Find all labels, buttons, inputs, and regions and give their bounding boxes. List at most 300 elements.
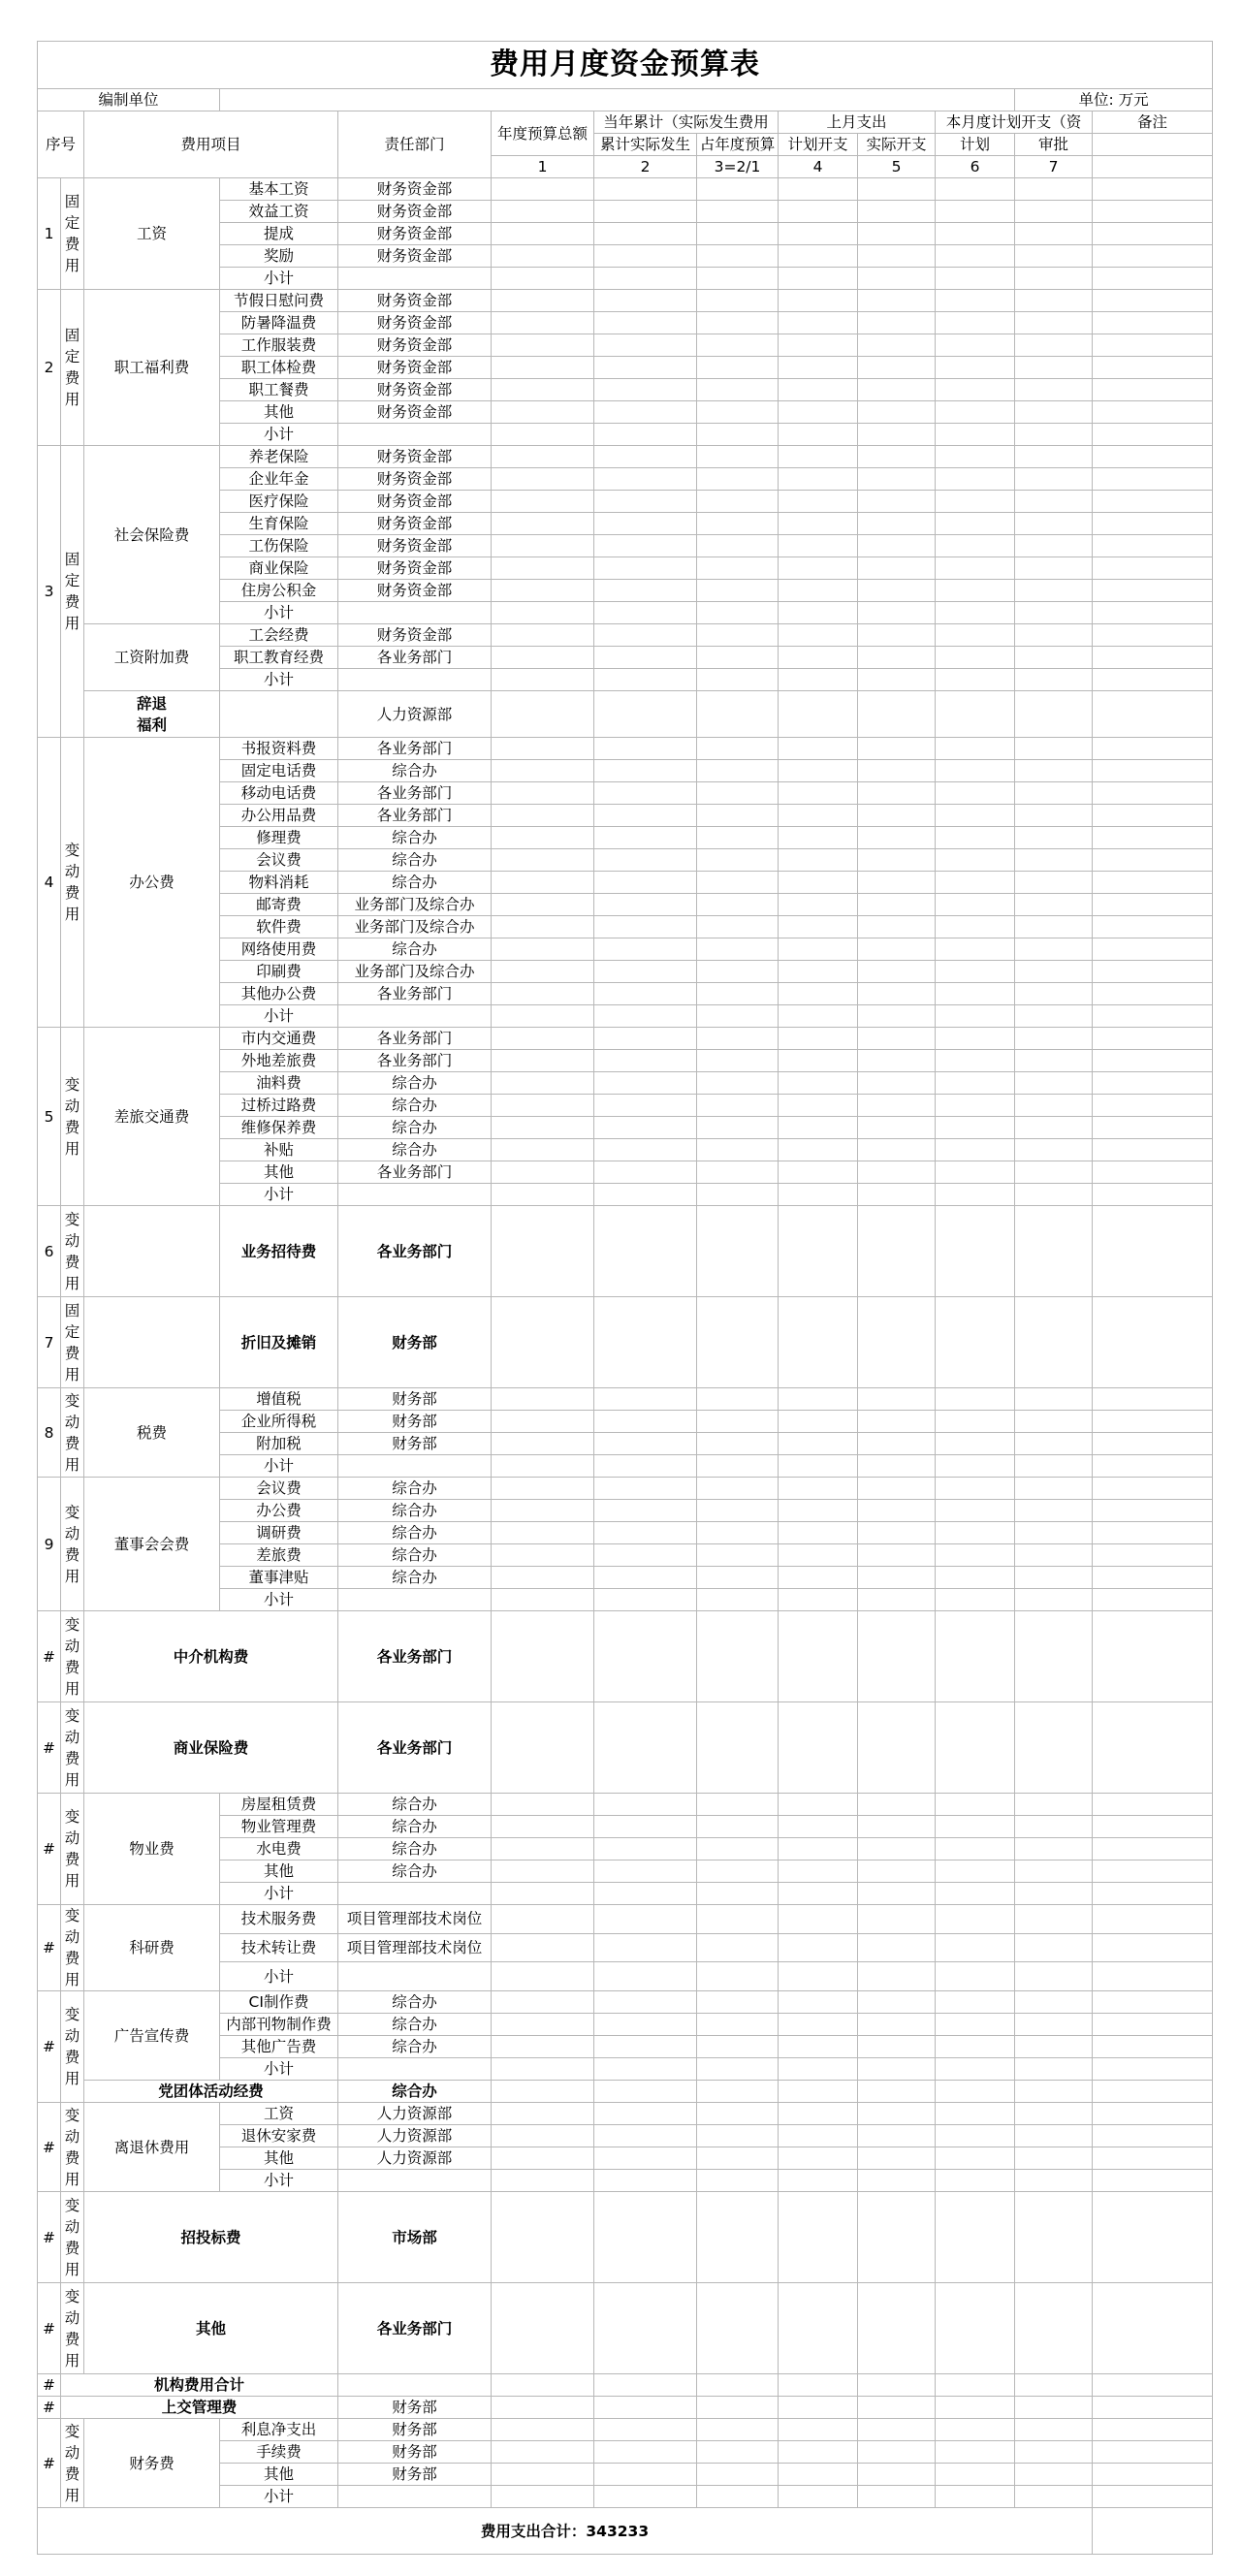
data-cell: [492, 760, 594, 782]
data-cell: [594, 894, 697, 916]
subtotal-label: 小计: [220, 1184, 338, 1206]
dept: 各业务部门: [338, 1050, 492, 1072]
dept: 各业务部门: [338, 1161, 492, 1184]
data-cell: [936, 1028, 1015, 1050]
data-cell: [779, 2147, 858, 2170]
data-cell: [492, 1455, 594, 1478]
data-cell: [858, 2283, 936, 2374]
table-row: [38, 2103, 1213, 2125]
data-cell: [1015, 894, 1093, 916]
sub-item: 其他: [220, 401, 338, 424]
data-cell: [594, 1005, 697, 1028]
data-cell: [858, 2147, 936, 2170]
data-cell: [594, 938, 697, 961]
data-cell: [858, 1433, 936, 1455]
header-remark: 备注: [1093, 111, 1213, 134]
dept: 各业务部门: [338, 1028, 492, 1050]
sub-item: 其他: [220, 1161, 338, 1184]
sub-item: 外地差旅费: [220, 1050, 338, 1072]
data-cell: [1015, 2147, 1093, 2170]
data-cell: [779, 916, 858, 938]
header-plan-spend: 计划开支: [779, 134, 858, 156]
sub-item: 职工餐费: [220, 379, 338, 401]
data-cell: [858, 849, 936, 872]
data-cell: [779, 624, 858, 647]
data-cell: [1093, 535, 1213, 557]
data-cell: [936, 535, 1015, 557]
seq-number: 9: [38, 1478, 61, 1611]
data-cell: [697, 1933, 779, 1962]
sub-item: 补贴: [220, 1139, 338, 1161]
data-cell: [936, 1544, 1015, 1567]
item-name: 中介机构费: [84, 1611, 338, 1702]
data-cell: [1093, 1611, 1213, 1702]
seq-number: #: [38, 1611, 61, 1702]
data-cell: [1015, 357, 1093, 379]
data-cell: [1015, 2036, 1093, 2058]
data-cell: [697, 669, 779, 691]
data-cell: [1093, 1117, 1213, 1139]
data-cell: [779, 647, 858, 669]
data-cell: [594, 2103, 697, 2125]
data-cell: [594, 1500, 697, 1522]
dept: 各业务部门: [338, 983, 492, 1005]
data-cell: [594, 624, 697, 647]
data-cell: [858, 1816, 936, 1838]
data-cell: [697, 1433, 779, 1455]
data-cell: [697, 1905, 779, 1934]
data-cell: [697, 491, 779, 513]
data-cell: [1093, 1139, 1213, 1161]
subtotal-label: 小计: [220, 2058, 338, 2081]
data-cell: [594, 178, 697, 201]
data-cell: [858, 1297, 936, 1388]
dept: 综合办: [338, 1567, 492, 1589]
data-cell: [594, 1028, 697, 1050]
data-cell: [1015, 827, 1093, 849]
data-cell: [936, 1962, 1015, 1991]
subtotal-label: 小计: [220, 1005, 338, 1028]
data-cell: [1093, 669, 1213, 691]
data-cell: [936, 1702, 1015, 1794]
data-cell: [697, 1206, 779, 1297]
data-cell: [492, 2441, 594, 2464]
header-item: 费用项目: [84, 111, 338, 178]
cost-type: 变动费用: [61, 1388, 84, 1478]
data-cell: [936, 849, 1015, 872]
data-cell: [594, 961, 697, 983]
data-cell: [594, 1991, 697, 2014]
seq-number: #: [38, 2192, 61, 2283]
data-cell: [858, 1095, 936, 1117]
data-cell: [594, 245, 697, 268]
data-cell: [492, 1297, 594, 1388]
data-cell: [858, 1050, 936, 1072]
data-cell: [1093, 1933, 1213, 1962]
dept: 人力资源部: [338, 2125, 492, 2147]
dept: 财务部: [338, 1388, 492, 1411]
sub-item: 其他: [220, 1860, 338, 1883]
data-cell: [697, 468, 779, 491]
data-cell: [594, 669, 697, 691]
data-cell: [1093, 602, 1213, 624]
sub-item: 职工教育经费: [220, 647, 338, 669]
table-row: [38, 691, 1213, 738]
data-cell: [936, 1991, 1015, 2014]
data-cell: [1093, 2103, 1213, 2125]
data-cell: [779, 602, 858, 624]
cost-type: 变动费用: [61, 2283, 84, 2374]
data-cell: [858, 1589, 936, 1611]
data-cell: [936, 357, 1015, 379]
data-cell: [594, 1206, 697, 1297]
sub-item: 物料消耗: [220, 872, 338, 894]
data-cell: [936, 1050, 1015, 1072]
item-name: 商业保险费: [84, 1702, 338, 1794]
data-cell: [1093, 983, 1213, 1005]
data-cell: [594, 1161, 697, 1184]
data-cell: [1093, 1433, 1213, 1455]
data-cell: [1015, 2014, 1093, 2036]
data-cell: [1093, 1478, 1213, 1500]
dept: 各业务部门: [338, 805, 492, 827]
item-name: 职工福利费: [84, 290, 220, 446]
data-cell: [1015, 580, 1093, 602]
data-cell: [594, 334, 697, 357]
data-cell: [779, 468, 858, 491]
data-cell: [697, 401, 779, 424]
sub-item: 生育保险: [220, 513, 338, 535]
data-cell: [697, 2397, 779, 2419]
data-cell: [594, 2486, 697, 2508]
data-cell: [779, 2014, 858, 2036]
data-cell: [594, 1433, 697, 1455]
data-cell: [779, 872, 858, 894]
data-cell: [492, 2283, 594, 2374]
data-cell: [779, 379, 858, 401]
data-cell: [936, 1883, 1015, 1905]
sub-item: 职工体检费: [220, 357, 338, 379]
data-cell: [858, 268, 936, 290]
data-cell: [858, 872, 936, 894]
sub-item: 内部刊物制作费: [220, 2014, 338, 2036]
party-activity-name: 党团体活动经费: [84, 2081, 338, 2103]
sub-item: 办公用品费: [220, 805, 338, 827]
data-cell: [936, 2058, 1015, 2081]
data-cell: [492, 1184, 594, 1206]
dept: [338, 2170, 492, 2192]
data-cell: [594, 1544, 697, 1567]
sub-item: 其他办公费: [220, 983, 338, 1005]
org-total-label: 机构费用合计: [61, 2374, 338, 2397]
data-cell: [779, 557, 858, 580]
data-cell: [697, 1544, 779, 1567]
dept: 业务部门及综合办: [338, 894, 492, 916]
dept: [338, 268, 492, 290]
data-cell: [936, 1095, 1015, 1117]
data-cell: [936, 872, 1015, 894]
data-cell: [492, 1589, 594, 1611]
data-cell: [858, 1072, 936, 1095]
data-cell: [936, 1478, 1015, 1500]
dept: 项目管理部技术岗位: [338, 1933, 492, 1962]
header-index: 1: [492, 156, 594, 178]
data-cell: [1015, 916, 1093, 938]
data-cell: [779, 1206, 858, 1297]
prepared-by-label: 编制单位: [38, 89, 220, 111]
seq-number: 8: [38, 1388, 61, 1478]
data-cell: [936, 2374, 1015, 2397]
subtotal-label: 小计: [220, 602, 338, 624]
header-month-approve: 审批: [1015, 134, 1093, 156]
data-cell: [1093, 2125, 1213, 2147]
data-cell: [936, 2192, 1015, 2283]
data-cell: [492, 805, 594, 827]
data-cell: [779, 268, 858, 290]
data-cell: [1015, 2081, 1093, 2103]
data-cell: [1093, 961, 1213, 983]
data-cell: [1093, 782, 1213, 805]
data-cell: [594, 1816, 697, 1838]
table-row: [38, 738, 1213, 760]
data-cell: [697, 805, 779, 827]
header-month-plan: 计划: [936, 134, 1015, 156]
cost-type: 变动费用: [61, 2103, 84, 2192]
sub-item: 软件费: [220, 916, 338, 938]
data-cell: [594, 1388, 697, 1411]
table-row: [38, 1388, 1213, 1411]
header-cumulative: 当年累计（实际发生费用: [594, 111, 779, 134]
data-cell: [594, 691, 697, 738]
data-cell: [936, 178, 1015, 201]
data-cell: [1093, 223, 1213, 245]
dept: 财务资金部: [338, 468, 492, 491]
data-cell: [936, 1184, 1015, 1206]
data-cell: [936, 2036, 1015, 2058]
data-cell: [1093, 2441, 1213, 2464]
data-cell: [594, 1567, 697, 1589]
data-cell: [1015, 1433, 1093, 1455]
cost-type: 变动费用: [61, 1478, 84, 1611]
data-cell: [594, 1794, 697, 1816]
data-cell: [1015, 1567, 1093, 1589]
data-cell: [594, 647, 697, 669]
table-row: [38, 42, 1213, 89]
data-cell: [697, 849, 779, 872]
data-cell: [936, 1933, 1015, 1962]
data-cell: [1015, 178, 1093, 201]
data-cell: [594, 2036, 697, 2058]
sub-item: 企业年金: [220, 468, 338, 491]
data-cell: [492, 1005, 594, 1028]
data-cell: [492, 1567, 594, 1589]
data-cell: [492, 1095, 594, 1117]
data-cell: [697, 782, 779, 805]
data-cell: [1093, 1794, 1213, 1816]
data-cell: [492, 2103, 594, 2125]
data-cell: [779, 2374, 858, 2397]
sub-item: 书报资料费: [220, 738, 338, 760]
seq-number: #: [38, 1794, 61, 1905]
sub-item: [220, 691, 338, 738]
seq-number: 1: [38, 178, 61, 290]
data-cell: [779, 334, 858, 357]
sub-item: 工伤保险: [220, 535, 338, 557]
data-cell: [779, 513, 858, 535]
sub-item: 奖励: [220, 245, 338, 268]
header-index: 4: [779, 156, 858, 178]
data-cell: [594, 2058, 697, 2081]
seq-number: #: [38, 2103, 61, 2192]
dept: 财务部: [338, 2397, 492, 2419]
subtotal-label: 小计: [220, 1962, 338, 1991]
dept: [338, 1455, 492, 1478]
data-cell: [858, 1567, 936, 1589]
sub-item: 房屋租赁费: [220, 1794, 338, 1816]
data-cell: [1015, 2441, 1093, 2464]
sub-item: 住房公积金: [220, 580, 338, 602]
data-cell: [1093, 1838, 1213, 1860]
dept: [338, 669, 492, 691]
data-cell: [858, 624, 936, 647]
data-cell: [1015, 201, 1093, 223]
data-cell: [1015, 938, 1093, 961]
data-cell: [936, 379, 1015, 401]
cost-type: 变动费用: [61, 1905, 84, 1991]
data-cell: [858, 1544, 936, 1567]
sub-item: 养老保险: [220, 446, 338, 468]
data-cell: [936, 223, 1015, 245]
item-name: 科研费: [84, 1905, 220, 1991]
data-cell: [779, 983, 858, 1005]
data-cell: [594, 1962, 697, 1991]
data-cell: [858, 401, 936, 424]
data-cell: [697, 268, 779, 290]
data-cell: [1093, 1816, 1213, 1838]
data-cell: [1015, 1005, 1093, 1028]
data-cell: [697, 2081, 779, 2103]
data-cell: [1015, 1702, 1093, 1794]
data-cell: [1015, 1028, 1093, 1050]
dept: 财务部: [338, 2419, 492, 2441]
dept: 财务资金部: [338, 624, 492, 647]
data-cell: [594, 290, 697, 312]
data-cell: [492, 2464, 594, 2486]
budget-sheet: [37, 41, 1212, 2555]
table-row: [38, 2283, 1213, 2374]
data-cell: [492, 1883, 594, 1905]
data-cell: [492, 1905, 594, 1934]
data-cell: [697, 1702, 779, 1794]
sub-item: 效益工资: [220, 201, 338, 223]
data-cell: [1015, 760, 1093, 782]
data-cell: [858, 1388, 936, 1411]
data-cell: [492, 1794, 594, 1816]
data-cell: [697, 379, 779, 401]
data-cell: [697, 2192, 779, 2283]
data-cell: [697, 1028, 779, 1050]
data-cell: [594, 916, 697, 938]
data-cell: [779, 357, 858, 379]
data-cell: [1015, 1991, 1093, 2014]
data-cell: [858, 178, 936, 201]
data-cell: [1093, 312, 1213, 334]
sub-item: 会议费: [220, 1478, 338, 1500]
dept: 综合办: [338, 1522, 492, 1544]
dept: 人力资源部: [338, 691, 492, 738]
data-cell: [1093, 738, 1213, 760]
data-cell: [1093, 1161, 1213, 1184]
data-cell: [1015, 1933, 1093, 1962]
data-cell: [858, 1117, 936, 1139]
table-row: [38, 1028, 1213, 1050]
table-row: [38, 1206, 1213, 1297]
data-cell: [594, 1838, 697, 1860]
data-cell: [697, 2125, 779, 2147]
data-cell: [1093, 827, 1213, 849]
data-cell: [1015, 1544, 1093, 1567]
data-cell: [779, 2441, 858, 2464]
data-cell: [858, 1991, 936, 2014]
data-cell: [936, 2125, 1015, 2147]
data-cell: [697, 961, 779, 983]
data-cell: [492, 1991, 594, 2014]
data-cell: [1093, 2014, 1213, 2036]
data-cell: [1015, 2125, 1093, 2147]
data-cell: [779, 1297, 858, 1388]
sub-item: 印刷费: [220, 961, 338, 983]
data-cell: [779, 1883, 858, 1905]
dept: 各业务部门: [338, 1702, 492, 1794]
data-cell: [1015, 1816, 1093, 1838]
data-cell: [492, 379, 594, 401]
data-cell: [779, 1991, 858, 2014]
table-row: [38, 2081, 1213, 2103]
sub-item: 防暑降温费: [220, 312, 338, 334]
dept: 财务资金部: [338, 401, 492, 424]
data-cell: [779, 2419, 858, 2441]
data-cell: [1093, 938, 1213, 961]
data-cell: [1093, 557, 1213, 580]
data-cell: [1093, 491, 1213, 513]
sub-item: 固定电话费: [220, 760, 338, 782]
dept: 财务资金部: [338, 379, 492, 401]
data-cell: [594, 2014, 697, 2036]
dept: 综合办: [338, 1860, 492, 1883]
data-cell: [936, 669, 1015, 691]
data-cell: [936, 245, 1015, 268]
dept: 综合办: [338, 2036, 492, 2058]
data-cell: [858, 446, 936, 468]
dept: 业务部门及综合办: [338, 916, 492, 938]
data-cell: [858, 602, 936, 624]
data-cell: [492, 916, 594, 938]
subtotal-label: 小计: [220, 424, 338, 446]
data-cell: [492, 602, 594, 624]
data-cell: [594, 312, 697, 334]
data-cell: [697, 245, 779, 268]
data-cell: [697, 983, 779, 1005]
sub-item: 差旅费: [220, 1544, 338, 1567]
data-cell: [492, 2058, 594, 2081]
dept: 财务部: [338, 1297, 492, 1388]
data-cell: [594, 1072, 697, 1095]
dept: 各业务部门: [338, 1206, 492, 1297]
data-cell: [936, 513, 1015, 535]
dept: 综合办: [338, 827, 492, 849]
data-cell: [1015, 1050, 1093, 1072]
data-cell: [858, 1500, 936, 1522]
